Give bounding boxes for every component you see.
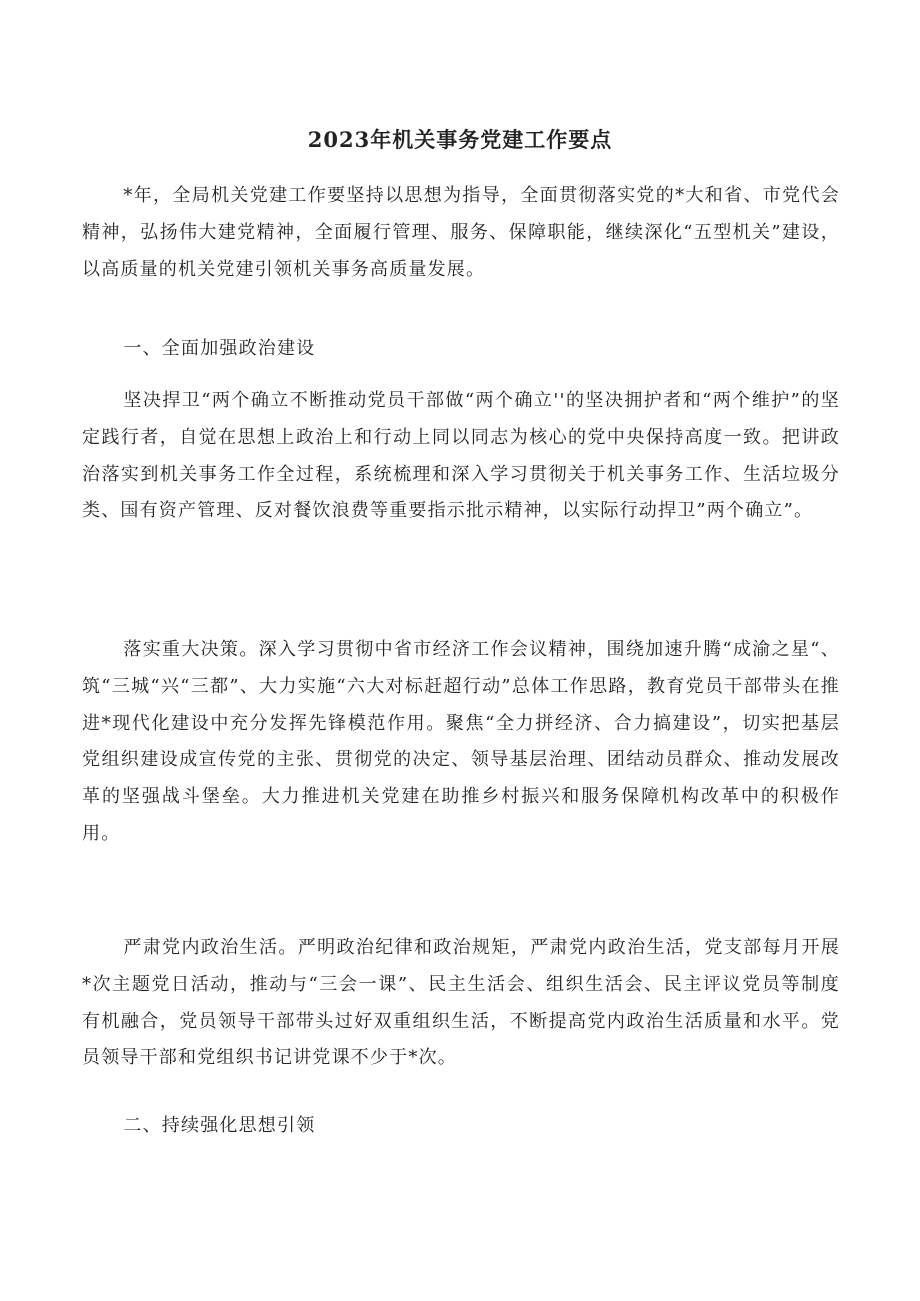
section-heading-2: 二、持续强化思想引领 xyxy=(123,1115,316,1136)
document-title: 2023年机关事务党建工作要点 xyxy=(307,127,613,152)
intro-paragraph: *年，全局机关党建工作要坚持以思想为指导，全面贯彻落实党的*大和省、市党代会精神，弘扬伟大建党精神，全面履行管理、服务、保障职能，继续深化“五型机关”建设，以高质量的机关党建引领机关事务高质量发展。 xyxy=(82,185,840,280)
section-1-paragraph-3: 严肃党内政治生活。严明政治纪律和政治规矩，严肃党内政治生活，党支部每月开展*次主题党日活动，推动与“三会一课”、民主生活会、组织生活会、民主评议党员等制度有机融合，党员领导干部带头过好双重组织生活，不断提高党内政治生活质量和水平。党员领导干部和党组织书记讲党课不少于*次。 xyxy=(82,937,840,1069)
section-1-paragraph-2: 落实重大决策。深入学习贯彻中省市经济工作会议精神，围绕加速升腾“成渝之星“、筑“三城“兴“三都”、大力实施“六大对标赶超行动”总体工作思路，教育党员干部带头在推进*现代化建设中充分发挥先锋模范作用。聚焦“全力拼经济、合力搞建设”，切实把基层党组织建设成宣传党的主张、贯彻党的决定、领导基层治理、团结动员群众、推动发展改革的坚强战斗堡垒。大力推进机关党建在助推乡村振兴和服务保障机构改革中的积极作用。 xyxy=(82,639,840,844)
section-1-paragraph-1: 坚决捍卫“两个确立不断推动党员干部做“两个确立''的坚决拥护者和“两个维护”的坚定践行者，自觉在思想上政治上和行动上同以同志为核心的党中央保持高度一致。把讲政治落实到机关事务工作全过程，系统梳理和深入学习贯彻关于机关事务工作、生活垃圾分类、国有资产管理、反对餐饮浪费等重要指示批示精神，以实际行动捍卫”两个确立”。 xyxy=(82,390,840,522)
section-heading-1: 一、全面加强政治建设 xyxy=(123,338,316,359)
